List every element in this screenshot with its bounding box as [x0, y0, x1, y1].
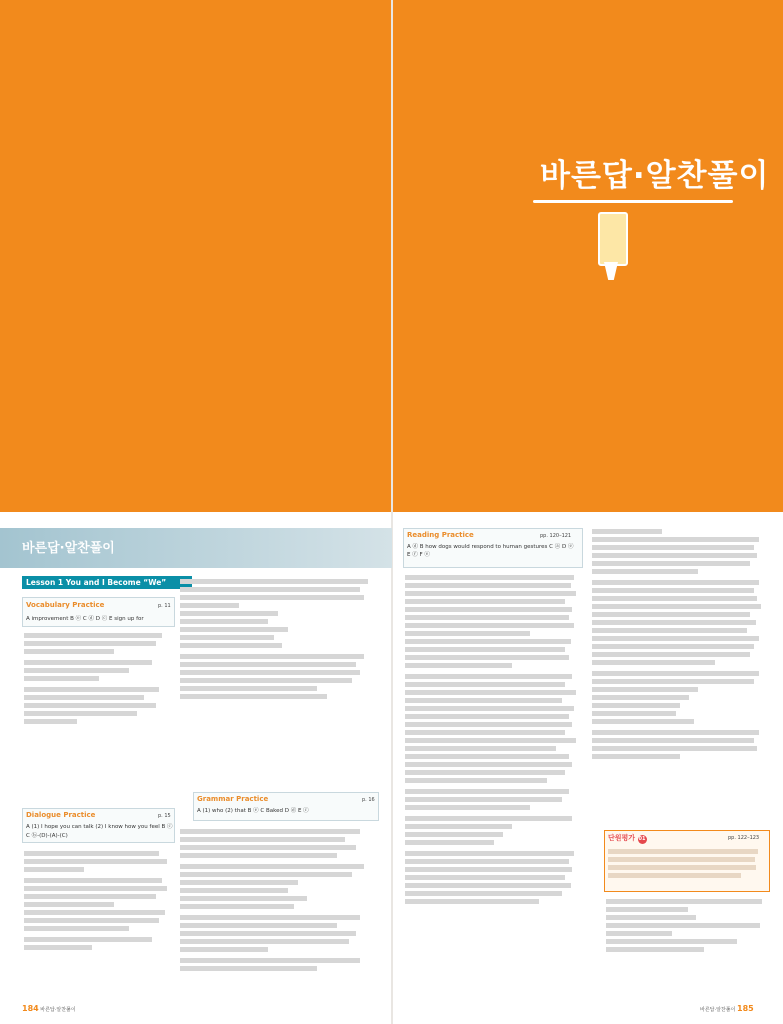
vocab-title: Vocabulary Practice — [26, 601, 105, 609]
dialogue-answer-b: C ⓑ-(D)-(A)-(C) — [26, 833, 68, 839]
left-footer — [22, 1004, 76, 1013]
unit-test-title: 단원평가 — [608, 834, 636, 842]
vocab-explanation — [24, 630, 174, 727]
dialogue-pages: p. 15 — [158, 813, 171, 819]
right-footer — [700, 1004, 754, 1013]
unit-test-answers — [608, 846, 764, 881]
dialogue-title: Dialogue Practice — [26, 811, 96, 819]
cover-title: 바른답·알찬풀이 — [540, 158, 770, 194]
grammar-title: Grammar Practice — [197, 795, 269, 803]
lesson-heading: Lesson 1 You and I Become “We” — [22, 576, 192, 589]
vocab-pages: p. 11 — [158, 603, 171, 609]
grammar-pages: p. 16 — [362, 797, 375, 803]
dialogue-explanation — [24, 848, 174, 953]
title-underline — [533, 200, 733, 203]
reading-title: Reading Practice — [407, 531, 474, 539]
banner-title: 바른답·알찬풀이 — [22, 541, 115, 556]
vocab-answer: A improvement B ⓔ C ⓓ D ⓒ E sign up for — [26, 616, 144, 622]
unit-test-header — [608, 833, 647, 844]
grammar-explanation — [180, 826, 376, 974]
highlighter-icon — [598, 212, 628, 266]
page-fold — [391, 0, 393, 1024]
left-footer-label: 바른답·알찬풀이 — [40, 1007, 76, 1013]
unit-test-number: 01 — [638, 836, 646, 842]
left-page-number: 184 — [22, 1004, 39, 1013]
right-column-2-text — [592, 526, 768, 762]
unit-test-pages: pp. 122–123 — [728, 835, 760, 841]
left-column-2-text — [180, 576, 376, 702]
unit-test-explanation — [606, 896, 770, 955]
reading-answer: A ⓓ B how dogs would respond to human gestures C ⓐ D ⓔ E ⓕ F ⓔ — [407, 544, 574, 558]
reading-explanation — [405, 572, 583, 907]
dialogue-answer-a: A (1) I hope you can talk (2) I know how you feel B ⓒ — [26, 824, 173, 830]
reading-pages: pp. 120–121 — [540, 533, 572, 539]
right-footer-label: 바른답·알찬풀이 — [700, 1007, 736, 1013]
grammar-answer: A (1) who (2) that B ⓔ C Baked D ⓓ E ⓒ — [197, 808, 309, 814]
right-page-number: 185 — [737, 1004, 754, 1013]
